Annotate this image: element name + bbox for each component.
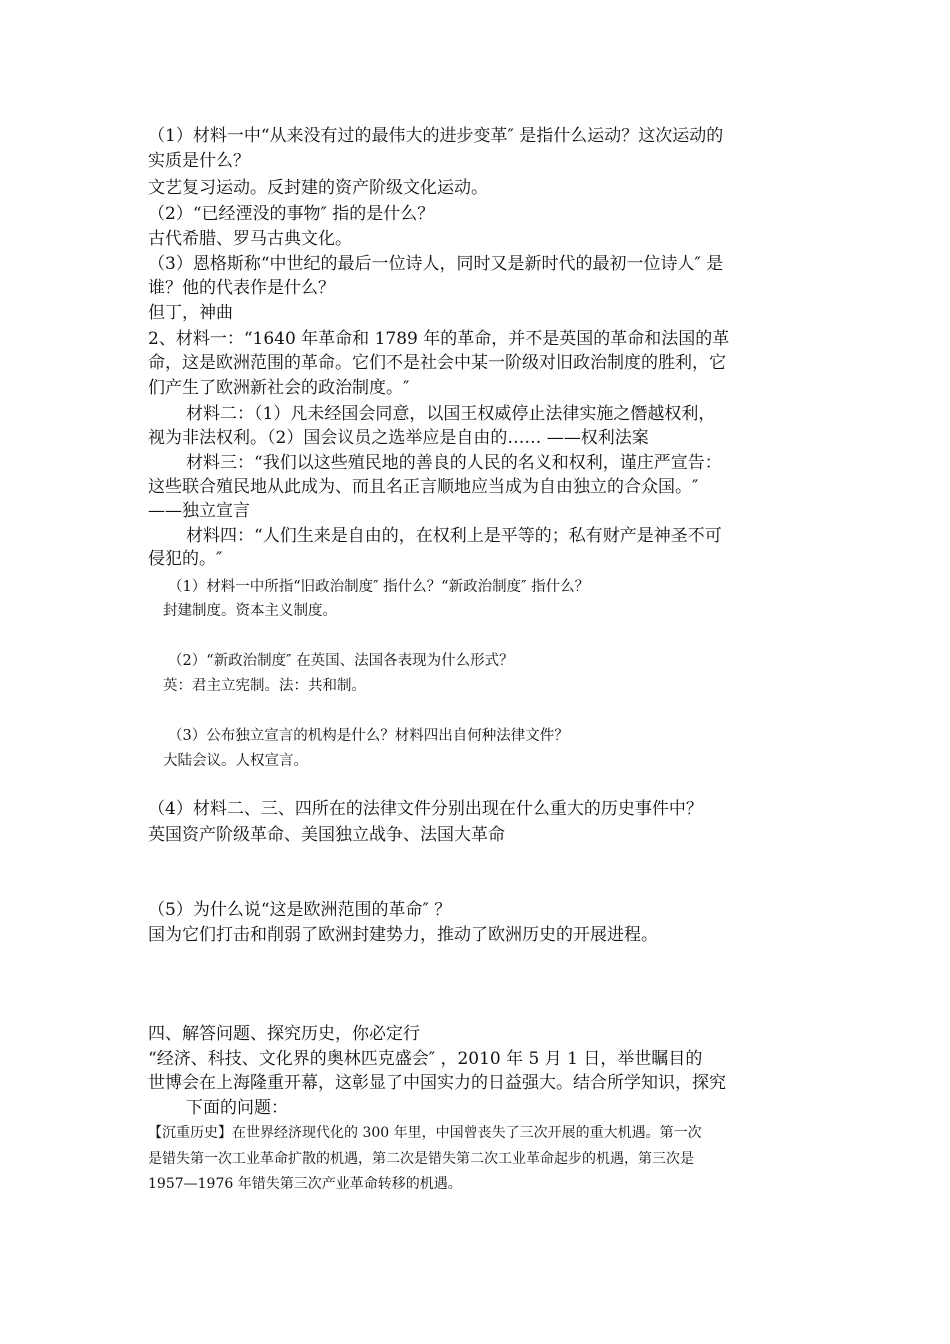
answer-line: 英国资产阶级革命、美国独立战争、法国大革命 (148, 825, 505, 845)
answer-line: 英：君主立宪制。法：共和制。 (163, 678, 366, 694)
material-line: 材料四：“人们生来是自由的，在权利上是平等的；私有财产是神圣不可 (186, 526, 722, 546)
material-line: ——独立宣言 (148, 501, 250, 521)
question-line: （2）“新政治制度″ 在英国、法国各表现为什么形式？ (168, 653, 514, 669)
paragraph-line: 下面的问题： (186, 1098, 288, 1118)
material-line: 这些联合殖民地从此成为、而且名正言顺地应当成为自由独立的合众国。″ (148, 477, 699, 497)
question-line: （3）公布独立宣言的机构是什么？材料四出自何种法律文件？ (168, 728, 569, 744)
material-line: 视为非法权利。（2）国会议员之选举应是自由的…… ——权利法案 (148, 428, 649, 448)
question-line: （3）恩格斯称“中世纪的最后一位诗人，同时又是新时代的最初一位诗人″ 是 (148, 254, 724, 274)
material-line: 们产生了欧洲新社会的政治制度。″ (148, 378, 410, 398)
paragraph-line: 世博会在上海隆重开幕，这彰显了中国实力的日益强大。结合所学知识，探究 (148, 1073, 726, 1093)
answer-line: 古代希腊、罗马古典文化。 (148, 229, 352, 249)
history-note-line: 1957—1976 年错失第三次产业革命转移的机遇。 (148, 1176, 462, 1192)
question-line: （5）为什么说“这是欧洲范围的革命″ ？ (148, 900, 452, 920)
answer-line: 国为它们打击和削弱了欧洲封建势力，推动了欧洲历史的开展进程。 (148, 925, 658, 945)
question-line: 谁？他的代表作是什么？ (148, 278, 335, 298)
answer-line: 但丁，神曲 (148, 303, 233, 323)
question-line: （4）材料二、三、四所在的法律文件分别出现在什么重大的历史事件中？ (148, 799, 703, 819)
answer-line: 封建制度。资本主义制度。 (163, 603, 337, 619)
answer-line: 大陆会议。人权宣言。 (163, 753, 308, 769)
material-line: 侵犯的。″ (148, 549, 223, 569)
material-line: 材料二：（1）凡未经国会同意，以国王权威停止法律实施之僭越权利， (186, 404, 716, 424)
question-line: （1）材料一中所指“旧政治制度″ 指什么？“新政治制度″ 指什么？ (168, 579, 590, 595)
material-line: 材料三：“我们以这些殖民地的善良的人民的名义和权利，谨庄严宣告： (186, 453, 722, 473)
question-line: （1）材料一中“从来没有过的最伟大的进步变革″ 是指什么运动？这次运动的 (148, 126, 724, 146)
material-line: 2、材料一：“1640 年革命和 1789 年的革命，并不是英国的革命和法国的革 (148, 329, 730, 349)
answer-line: 文艺复习运动。反封建的资产阶级文化运动。 (148, 178, 488, 198)
question-line: （2）“已经湮没的事物″ 指的是什么？ (148, 204, 435, 224)
history-note-line: 【沉重历史】在世界经济现代化的 300 年里，中国曾丧失了三次开展的重大机遇。第一次 (148, 1125, 702, 1141)
section-heading: 四、解答问题、探究历史，你必定行 (148, 1024, 420, 1044)
material-line: 命，这是欧洲范围的革命。它们不是社会中某一阶级对旧政治制度的胜利，它 (148, 353, 726, 373)
paragraph-line: “经济、科技、文化界的奥林匹克盛会″ ，2010 年 5 月 1 日，举世瞩目的 (148, 1049, 703, 1069)
question-line: 实质是什么？ (148, 151, 250, 171)
history-note-line: 是错失第一次工业革命扩散的机遇，第二次是错失第二次工业革命起步的机遇，第三次是 (148, 1151, 694, 1167)
